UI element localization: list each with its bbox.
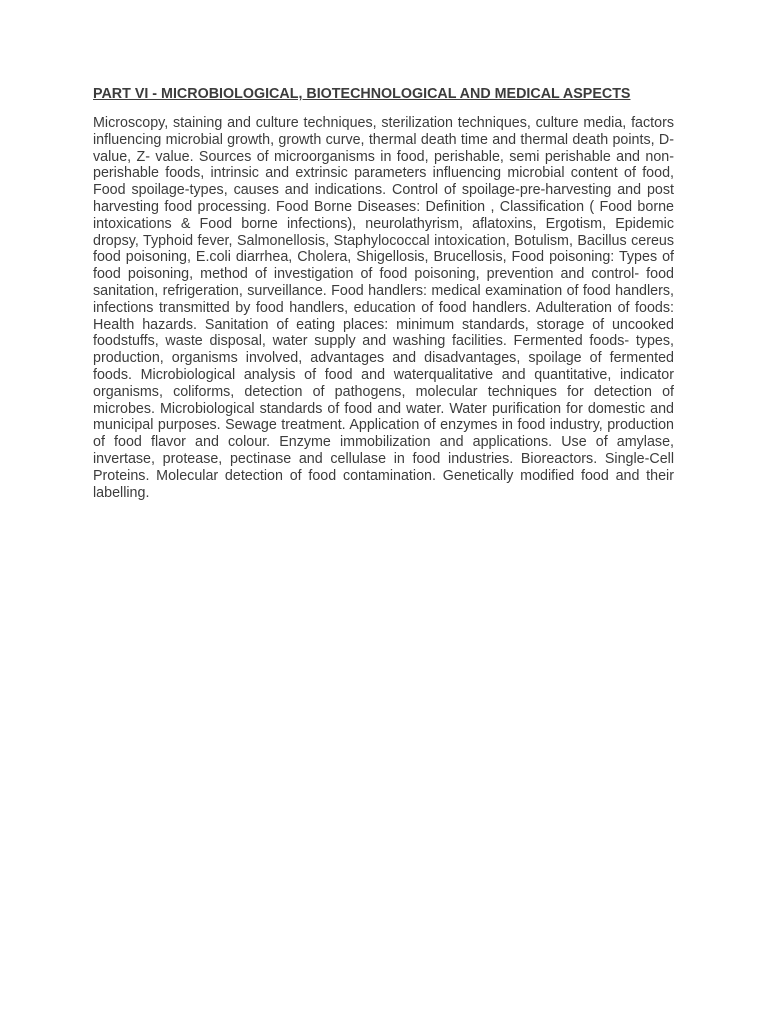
section-heading: PART VI - MICROBIOLOGICAL, BIOTECHNOLOGICAL AND MEDICAL ASPECTS: [93, 86, 631, 102]
document-page: [93, 86, 674, 501]
section-paragraph: Microscopy, staining and culture techniques, sterilization techniques, culture media, factors influencing microbial growth, growth curve, thermal death time and thermal death points, D-value, Z- value. Sources of microorganisms in food, perishable, semi perishable and non- perishable foods, intrinsic and extrinsic parameters influencing microbial content of food, Food spoilage-types, causes and indications. Control of spoilage-pre-harvesting and post harvesting food processing. Food Borne Diseases: Definition , Classification ( Food borne intoxications & Food borne infections), neurolathyrism, aflatoxins, Ergotism, Epidemic dropsy, Typhoid fever, Salmonellosis, Staphylococcal intoxication, Botulism, Bacillus cereus food poisoning, E.coli diarrhea, Cholera, Shigellosis, Brucellosis, Food poisoning: Types of food poisoning, method of investigation of food poisoning, prevention and control- food sanitation, refrigeration, surveillance. Food handlers: medical examination of food handlers, infections transmitted by food handlers, education of food handlers. Adulteration of foods: Health hazards. Sanitation of eating places: minimum standards, storage of uncooked foodstuffs, waste disposal, water supply and washing facilities. Fermented foods- types, production, organisms involved, advantages and disadvantages, spoilage of fermented foods. Microbiological analysis of food and waterqualitative and quantitative, indicator organisms, coliforms, detection of pathogens, molecular techniques for detection of microbes. Microbiological standards of food and water. Water purification for domestic and municipal purposes. Sewage treatment. Application of enzymes in food industry, production of food flavor and colour. Enzyme immobilization and applications. Use of amylase, invertase, protease, pectinase and cellulase in food industries. Bioreactors. Single-Cell Proteins. Molecular detection of food contamination. Genetically modified food and their labelling.: [93, 115, 674, 501]
